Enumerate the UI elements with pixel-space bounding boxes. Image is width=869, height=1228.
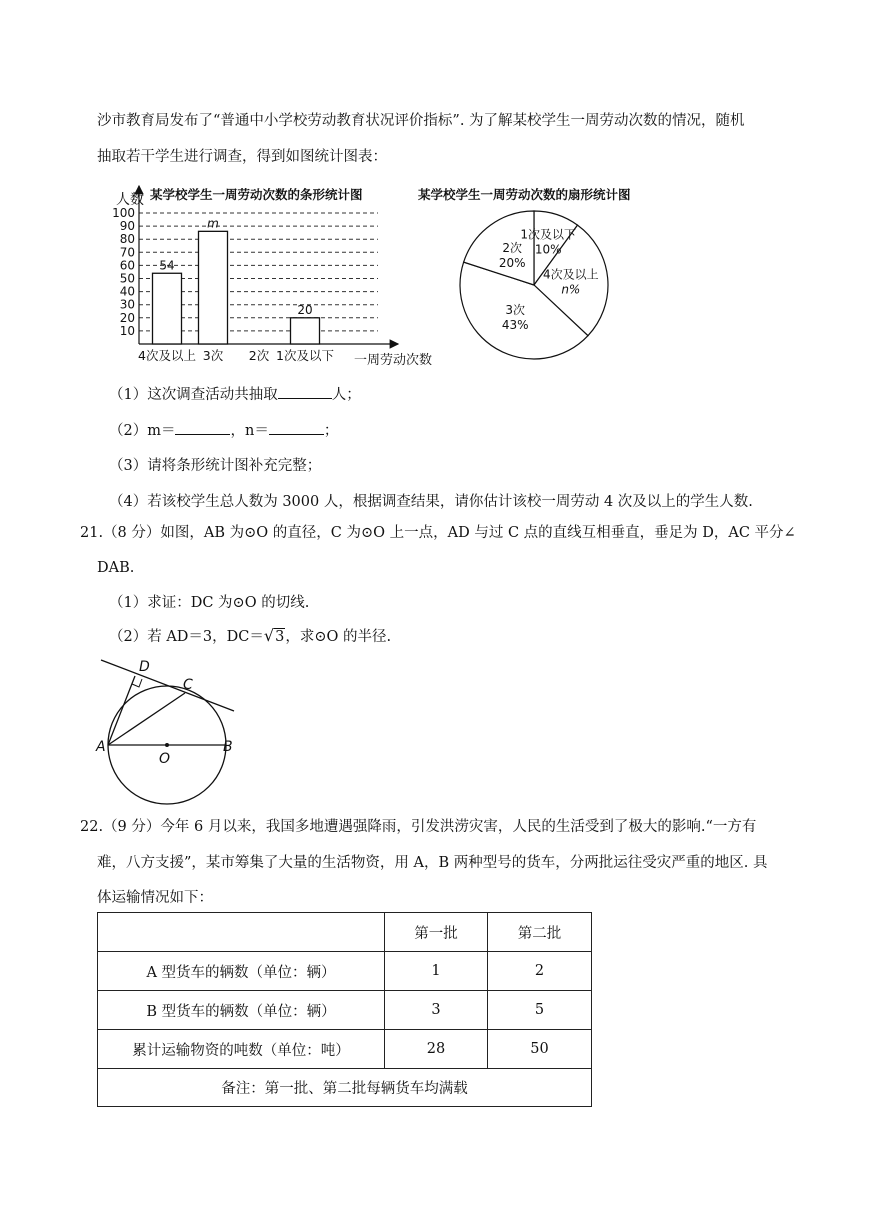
- x-tick-label: 4次及以上: [138, 348, 196, 363]
- problem-21-sub-2: [109, 628, 391, 645]
- bar-chart-x-axis-label: 一周劳动次数: [354, 353, 433, 368]
- answer-blank-total[interactable]: [278, 398, 332, 399]
- tangent-line: [101, 660, 234, 711]
- y-tick-label: 20: [119, 310, 135, 325]
- y-tick-label: 50: [119, 271, 135, 286]
- table-header-cell: 第一批: [385, 913, 488, 952]
- segment-ac: [108, 693, 185, 745]
- bar-chart: [108, 180, 438, 370]
- problem-21-sub-2-end: ，求⊙O 的半径.: [285, 629, 392, 645]
- q20-item-2-n: ，n＝: [230, 423, 269, 439]
- problem-21-sub-1: （1）求证：DC 为⊙O 的切线.: [109, 595, 310, 611]
- q20-item-2-end: ；: [323, 423, 339, 439]
- problem-21-line-1: 21.（8 分）如图，AB 为⊙O 的直径，C 为⊙O 上一点，AD 与过 C 点的直线互相垂直，垂足为 D，AC 平分∠: [80, 525, 796, 541]
- table-note-row: [98, 1069, 592, 1107]
- segment-ad: [108, 676, 135, 745]
- table-row: [98, 991, 592, 1030]
- label-c: C: [183, 677, 193, 693]
- y-tick-label: 100: [112, 206, 135, 220]
- q20-item-1-text: （1）这次调查活动共抽取: [109, 387, 278, 403]
- y-tick-label: 40: [119, 284, 135, 299]
- q20-item-2-m: （2）m＝: [109, 423, 176, 439]
- problem-22-line-3: 体运输情况如下：: [97, 890, 213, 906]
- table-cell: B 型货车的辆数（单位：辆）: [98, 991, 385, 1030]
- bar: [153, 273, 182, 344]
- table-header-cell: [98, 913, 385, 952]
- label-a: A: [96, 739, 106, 755]
- center-point: [165, 743, 169, 747]
- table-cell: 28: [385, 1030, 488, 1069]
- problem-22-line-1: 22.（9 分）今年 6 月以来，我国多地遭遇强降雨，引发洪涝灾害，人民的生活受到了极大的影响.“一方有: [80, 819, 757, 835]
- sqrt-symbol: √: [263, 626, 275, 645]
- table-cell: 1: [385, 952, 488, 991]
- q20-item-3: （3）请将条形统计图补充完整；: [109, 458, 322, 474]
- q20-item-2: [109, 424, 338, 439]
- pie-slice-percent: 10%: [534, 242, 562, 257]
- bar-chart-y-axis-label: 人数: [116, 192, 144, 208]
- y-tick-label: 30: [119, 297, 135, 312]
- table-note: 备注：第一批、第二批每辆货车均满载: [98, 1069, 592, 1107]
- bar-data-label: 54: [159, 258, 175, 273]
- y-tick-label: 10: [119, 323, 135, 338]
- table-cell: 3: [385, 991, 488, 1030]
- problem-22-line-2: 难，八方支援”，某市筹集了大量的生活物资，用 A，B 两种型号的货车，分两批运往受灾严重的地区. 具: [97, 855, 768, 871]
- pie-slice-percent: 43%: [501, 317, 529, 332]
- y-tick-label: 60: [119, 258, 135, 273]
- problem-21-sub-2-text: （2）若 AD＝3，DC＝: [109, 629, 264, 645]
- table-cell: 累计运输物资的吨数（单位：吨）: [98, 1030, 385, 1069]
- table-cell: 2: [488, 952, 592, 991]
- table-header-row: [98, 913, 592, 952]
- pie-slice-label: 2次: [502, 241, 523, 256]
- table-row: [98, 1030, 592, 1069]
- intro-line-1: 沙市教育局发布了“普通中小学校劳动教育状况评价指标”. 为了解某校学生一周劳动次数的情况，随机: [97, 113, 745, 129]
- table-cell: 5: [488, 991, 592, 1030]
- pie-chart: [410, 180, 650, 370]
- answer-blank-n[interactable]: [269, 434, 324, 435]
- label-d: D: [139, 659, 150, 675]
- transport-table: [97, 912, 592, 1107]
- x-tick-label: 2次: [248, 348, 270, 363]
- answer-blank-m[interactable]: [175, 434, 230, 435]
- circle-tangent-figure: [95, 655, 245, 810]
- intro-line-2: 抽取若干学生进行调查，得到如图统计图表：: [97, 149, 387, 165]
- label-b: B: [223, 739, 233, 755]
- q20-item-1: [109, 388, 361, 403]
- sqrt-radicand: 3: [275, 629, 285, 645]
- y-tick-label: 80: [119, 232, 135, 247]
- y-tick-label: 70: [119, 245, 135, 260]
- bar: [291, 318, 320, 344]
- bar-data-label: m: [207, 216, 219, 231]
- bar-chart-title: 某学校学生一周劳动次数的条形统计图: [150, 187, 363, 202]
- pie-slice-label: 4次及以上: [543, 267, 599, 282]
- pie-slice-percent: 20%: [498, 256, 526, 271]
- q20-item-4: （4）若该校学生总人数为 3000 人，根据调查结果，请你估计该校一周劳动 4 次及以上的学生人数.: [109, 494, 753, 510]
- pie-slice-label: 1次及以下: [520, 227, 576, 242]
- problem-21-line-2: DAB.: [97, 560, 135, 576]
- label-o: O: [159, 751, 171, 767]
- x-tick-label: 3次: [202, 348, 224, 363]
- y-tick-label: 90: [119, 219, 135, 234]
- pie-slice-label: 3次: [505, 302, 525, 317]
- x-tick-label: 1次及以下: [276, 348, 334, 363]
- bar: [199, 231, 228, 344]
- table-header-cell: 第二批: [488, 913, 592, 952]
- table-row: [98, 952, 592, 991]
- bar-data-label: 20: [297, 302, 313, 317]
- q20-item-1-unit: 人；: [331, 387, 361, 403]
- pie-slice-percent: n%: [561, 282, 581, 297]
- table-cell: A 型货车的辆数（单位：辆）: [98, 952, 385, 991]
- table-cell: 50: [488, 1030, 592, 1069]
- pie-chart-title: 某学校学生一周劳动次数的扇形统计图: [418, 187, 631, 202]
